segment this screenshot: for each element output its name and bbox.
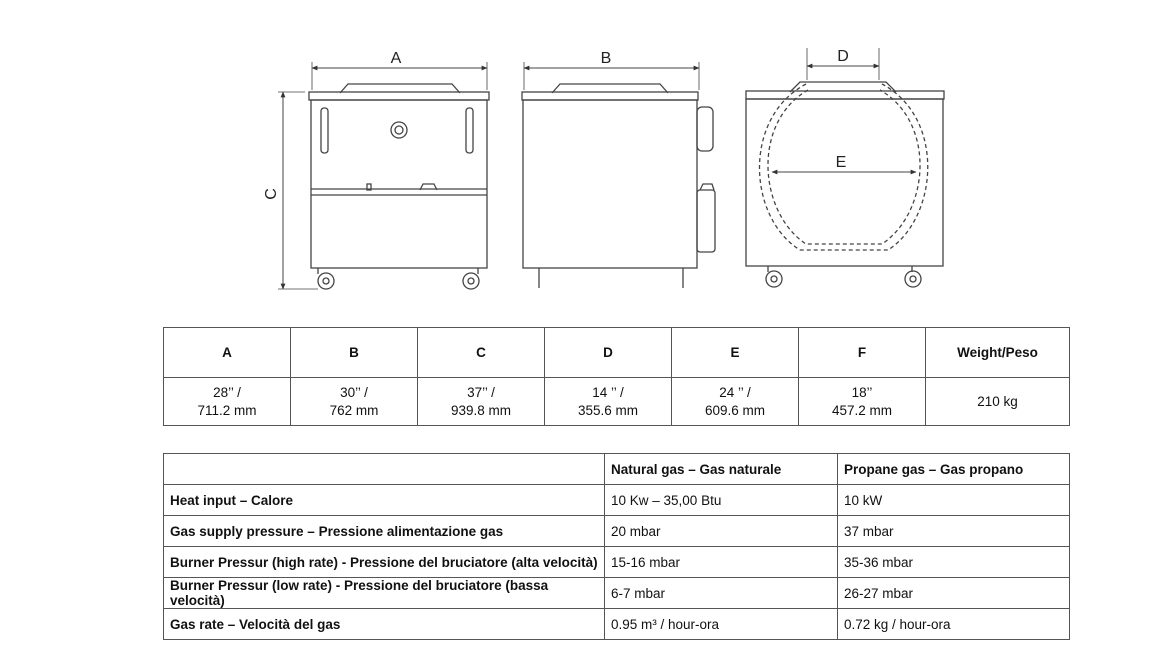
natural-gas-value: 10 Kw – 35,00 Btu bbox=[605, 485, 838, 516]
natural-gas-value: 15-16 mbar bbox=[605, 547, 838, 578]
row-label: Gas supply pressure – Pressione alimentazione gas bbox=[164, 516, 605, 547]
row-label: Gas rate – Velocità del gas bbox=[164, 609, 605, 640]
dimensions-header-row bbox=[164, 328, 1070, 378]
dimension-header: D bbox=[545, 328, 672, 378]
dimension-value-cell bbox=[418, 378, 545, 426]
dimensions-value-row bbox=[164, 378, 1070, 426]
propane-gas-value: 0.72 kg / hour-ora bbox=[838, 609, 1070, 640]
propane-gas-value: 10 kW bbox=[838, 485, 1070, 516]
weight-value: 210 kg bbox=[926, 378, 1070, 426]
dimension-value-cell bbox=[799, 378, 926, 426]
dimension-label-b: B bbox=[600, 50, 612, 67]
table-row bbox=[164, 547, 1070, 578]
row-label: Heat input – Calore bbox=[164, 485, 605, 516]
metric-value: 457.2 mm bbox=[831, 402, 893, 418]
table-row bbox=[164, 609, 1070, 640]
natural-gas-value: 6-7 mbar bbox=[605, 578, 838, 609]
dimension-label-e: E bbox=[835, 154, 847, 171]
dimension-label-c: C bbox=[263, 188, 280, 200]
gas-header-empty bbox=[164, 454, 605, 485]
natural-gas-value: 0.95 m³ / hour-ora bbox=[605, 609, 838, 640]
metric-value: 762 mm bbox=[329, 402, 379, 418]
imperial-value: 18’’ bbox=[851, 384, 873, 400]
dimension-header: C bbox=[418, 328, 545, 378]
table-row bbox=[164, 516, 1070, 547]
row-label: Burner Pressur (low rate) - Pressione del bruciatore (bassa velocità) bbox=[164, 578, 605, 609]
front-view-drawing bbox=[278, 62, 489, 289]
metric-value: 355.6 mm bbox=[577, 402, 639, 418]
propane-gas-value: 26-27 mbar bbox=[838, 578, 1070, 609]
gas-specifications-table bbox=[163, 453, 1070, 640]
dimension-header: E bbox=[672, 328, 799, 378]
weight-header: Weight/Peso bbox=[926, 328, 1070, 378]
imperial-value: 24 ’’ / bbox=[719, 384, 751, 400]
dimensions-table bbox=[163, 327, 1070, 426]
imperial-value: 30’’ / bbox=[340, 384, 368, 400]
dimension-value-cell bbox=[672, 378, 799, 426]
imperial-value: 14 ’’ / bbox=[592, 384, 624, 400]
dimension-value-cell bbox=[545, 378, 672, 426]
imperial-value: 37’’ / bbox=[467, 384, 495, 400]
dimension-header: B bbox=[291, 328, 418, 378]
dimension-label-a: A bbox=[390, 50, 402, 67]
table-row bbox=[164, 578, 1070, 609]
side-view-drawing bbox=[522, 62, 715, 288]
imperial-value: 28’’ / bbox=[213, 384, 241, 400]
metric-value: 939.8 mm bbox=[450, 402, 512, 418]
gas-header-row bbox=[164, 454, 1070, 485]
natural-gas-value: 20 mbar bbox=[605, 516, 838, 547]
propane-gas-value: 37 mbar bbox=[838, 516, 1070, 547]
dimension-header: A bbox=[164, 328, 291, 378]
dimension-value-cell bbox=[164, 378, 291, 426]
propane-gas-header: Propane gas – Gas propano bbox=[838, 454, 1070, 485]
dimension-label-d: D bbox=[837, 48, 849, 65]
metric-value: 609.6 mm bbox=[704, 402, 766, 418]
dimension-header: F bbox=[799, 328, 926, 378]
dimension-value-cell bbox=[291, 378, 418, 426]
table-row bbox=[164, 485, 1070, 516]
natural-gas-header: Natural gas – Gas naturale bbox=[605, 454, 838, 485]
row-label: Burner Pressur (high rate) - Pressione del bruciatore (alta velocità) bbox=[164, 547, 605, 578]
metric-value: 711.2 mm bbox=[197, 402, 257, 418]
propane-gas-value: 35-36 mbar bbox=[838, 547, 1070, 578]
technical-drawings bbox=[0, 0, 1166, 310]
